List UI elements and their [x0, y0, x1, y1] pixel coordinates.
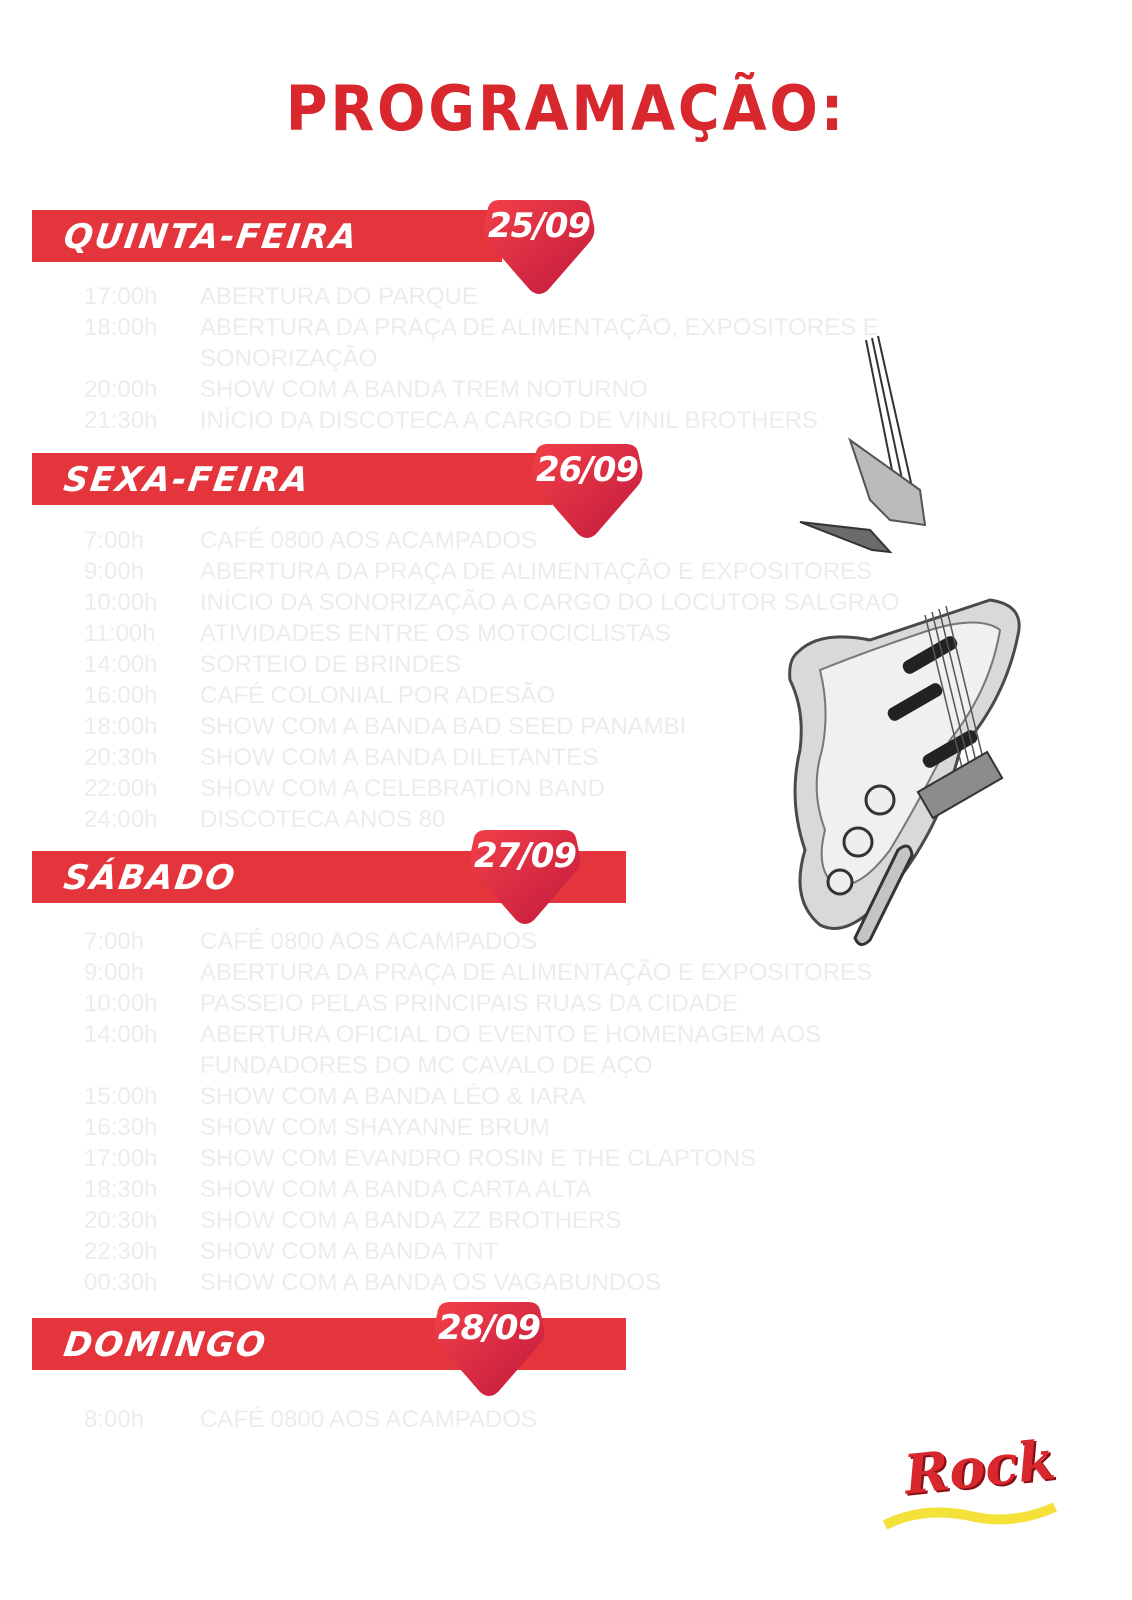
event-time: 00:30h — [84, 1269, 158, 1296]
event-activity: INÍCIO DA DISCOTECA A CARGO DE VINIL BROTHERS — [200, 407, 818, 434]
event-activity: SHOW COM SHAYANNE BRUM — [200, 1114, 550, 1141]
event-time: 11:00h — [84, 620, 156, 647]
event-activity: SHOW COM A BANDA TREM NOTURNO — [200, 376, 648, 403]
event-activity: DISCOTECA ANOS 80 — [200, 806, 446, 833]
day-name: SEXA-FEIRA — [61, 460, 313, 500]
event-activity: SHOW COM A BANDA DILETANTES — [200, 744, 599, 771]
event-time: 18:00h — [84, 314, 158, 341]
date-label: 25/09 — [487, 206, 591, 246]
event-activity: ABERTURA DA PRAÇA DE ALIMENTAÇÃO, EXPOSITORES E SONORIZAÇÃO — [200, 314, 879, 372]
day-header-sexta — [32, 453, 552, 505]
event-activity: PASSEIO PELAS PRINCIPAIS RUAS DA CIDADE — [200, 990, 738, 1017]
event-activity: SHOW COM EVANDRO ROSIN E THE CLAPTONS — [200, 1145, 757, 1172]
event-time: 9:00h — [84, 558, 145, 585]
event-activity: SHOW COM A BANDA TNT — [200, 1238, 499, 1265]
schedule-row — [84, 1236, 964, 1267]
schedule-row — [84, 1205, 964, 1236]
event-time: 16:00h — [84, 682, 158, 709]
day-name: QUINTA-FEIRA — [61, 217, 362, 257]
date-label: 26/09 — [535, 450, 639, 490]
page-title: PROGRAMAÇÃO: — [285, 72, 847, 145]
event-time: 20:30h — [84, 744, 158, 771]
event-time: 20:00h — [84, 376, 158, 403]
event-time: 9:00h — [84, 959, 145, 986]
schedule-row — [84, 1174, 964, 1205]
event-time: 7:00h — [84, 527, 145, 554]
event-activity: CAFÉ COLONIAL POR ADESÃO — [200, 682, 556, 709]
date-badge — [462, 828, 588, 928]
event-time: 24:00h — [84, 806, 158, 833]
event-time: 10:00h — [84, 589, 158, 616]
event-activity: SHOW COM A BANDA ZZ BROTHERS — [200, 1207, 622, 1234]
event-time: 17:00h — [84, 283, 158, 310]
event-activity: INÍCIO DA SONORIZAÇÃO A CARGO DO LOCUTOR SALGRAO — [200, 589, 900, 616]
event-activity: ATIVIDADES ENTRE OS MOTOCICLISTAS — [200, 620, 671, 647]
event-time: 14:00h — [84, 1021, 158, 1048]
event-activity: CAFÉ 0800 AOS ACAMPADOS — [200, 527, 538, 554]
guitar-image — [780, 330, 1040, 960]
schedule-row — [84, 1081, 964, 1112]
event-activity: ABERTURA DA PRAÇA DE ALIMENTAÇÃO E EXPOSITORES — [200, 959, 873, 986]
schedule-row — [84, 281, 964, 312]
event-time: 18:30h — [84, 1176, 158, 1203]
day-name: SÁBADO — [61, 858, 239, 898]
date-label: 28/09 — [437, 1308, 541, 1348]
schedule-row — [84, 957, 964, 988]
event-activity: SHOW COM A BANDA LÉO & IARA — [200, 1083, 586, 1110]
date-label: 27/09 — [473, 836, 577, 876]
day-name: DOMINGO — [61, 1325, 270, 1365]
logo-text: Rock — [900, 1427, 1058, 1507]
event-time: 22:00h — [84, 775, 158, 802]
schedule-row — [84, 1143, 964, 1174]
event-activity: SHOW COM A CELEBRATION BAND — [200, 775, 605, 802]
event-time: 22:30h — [84, 1238, 158, 1265]
event-time: 10:00h — [84, 990, 158, 1017]
event-activity: SORTEIO DE BRINDES — [200, 651, 461, 678]
event-time: 15:00h — [84, 1083, 158, 1110]
event-activity: ABERTURA DO PARQUE — [200, 283, 478, 310]
day-header-quinta — [32, 210, 502, 262]
date-badge — [426, 1300, 552, 1400]
schedule-row — [84, 1112, 964, 1143]
schedule-row — [84, 1267, 964, 1298]
event-time: 14:00h — [84, 651, 158, 678]
event-time: 20:30h — [84, 1207, 158, 1234]
event-time: 18:00h — [84, 713, 158, 740]
schedule-sabado — [84, 926, 964, 1298]
event-time: 8:00h — [84, 1406, 145, 1433]
event-time: 16:30h — [84, 1114, 158, 1141]
event-activity: ABERTURA DA PRAÇA DE ALIMENTAÇÃO E EXPOSITORES — [200, 558, 873, 585]
event-time: 17:00h — [84, 1145, 158, 1172]
event-activity: CAFÉ 0800 AOS ACAMPADOS — [200, 1406, 538, 1433]
event-activity: SHOW COM A BANDA BAD SEED PANAMBI — [200, 713, 687, 740]
schedule-row — [84, 1019, 964, 1081]
schedule-row — [84, 988, 964, 1019]
event-time: 21:30h — [84, 407, 158, 434]
rock-logo — [725, 1425, 1075, 1535]
event-activity: SHOW COM A BANDA OS VAGABUNDOS — [200, 1269, 661, 1296]
event-activity: SHOW COM A BANDA CARTA ALTA — [200, 1176, 592, 1203]
event-activity: ABERTURA OFICIAL DO EVENTO E HOMENAGEM AOS FUNDADORES DO MC CAVALO DE AÇO — [200, 1021, 822, 1079]
event-activity: CAFÉ 0800 AOS ACAMPADOS — [200, 928, 538, 955]
event-time: 7:00h — [84, 928, 145, 955]
